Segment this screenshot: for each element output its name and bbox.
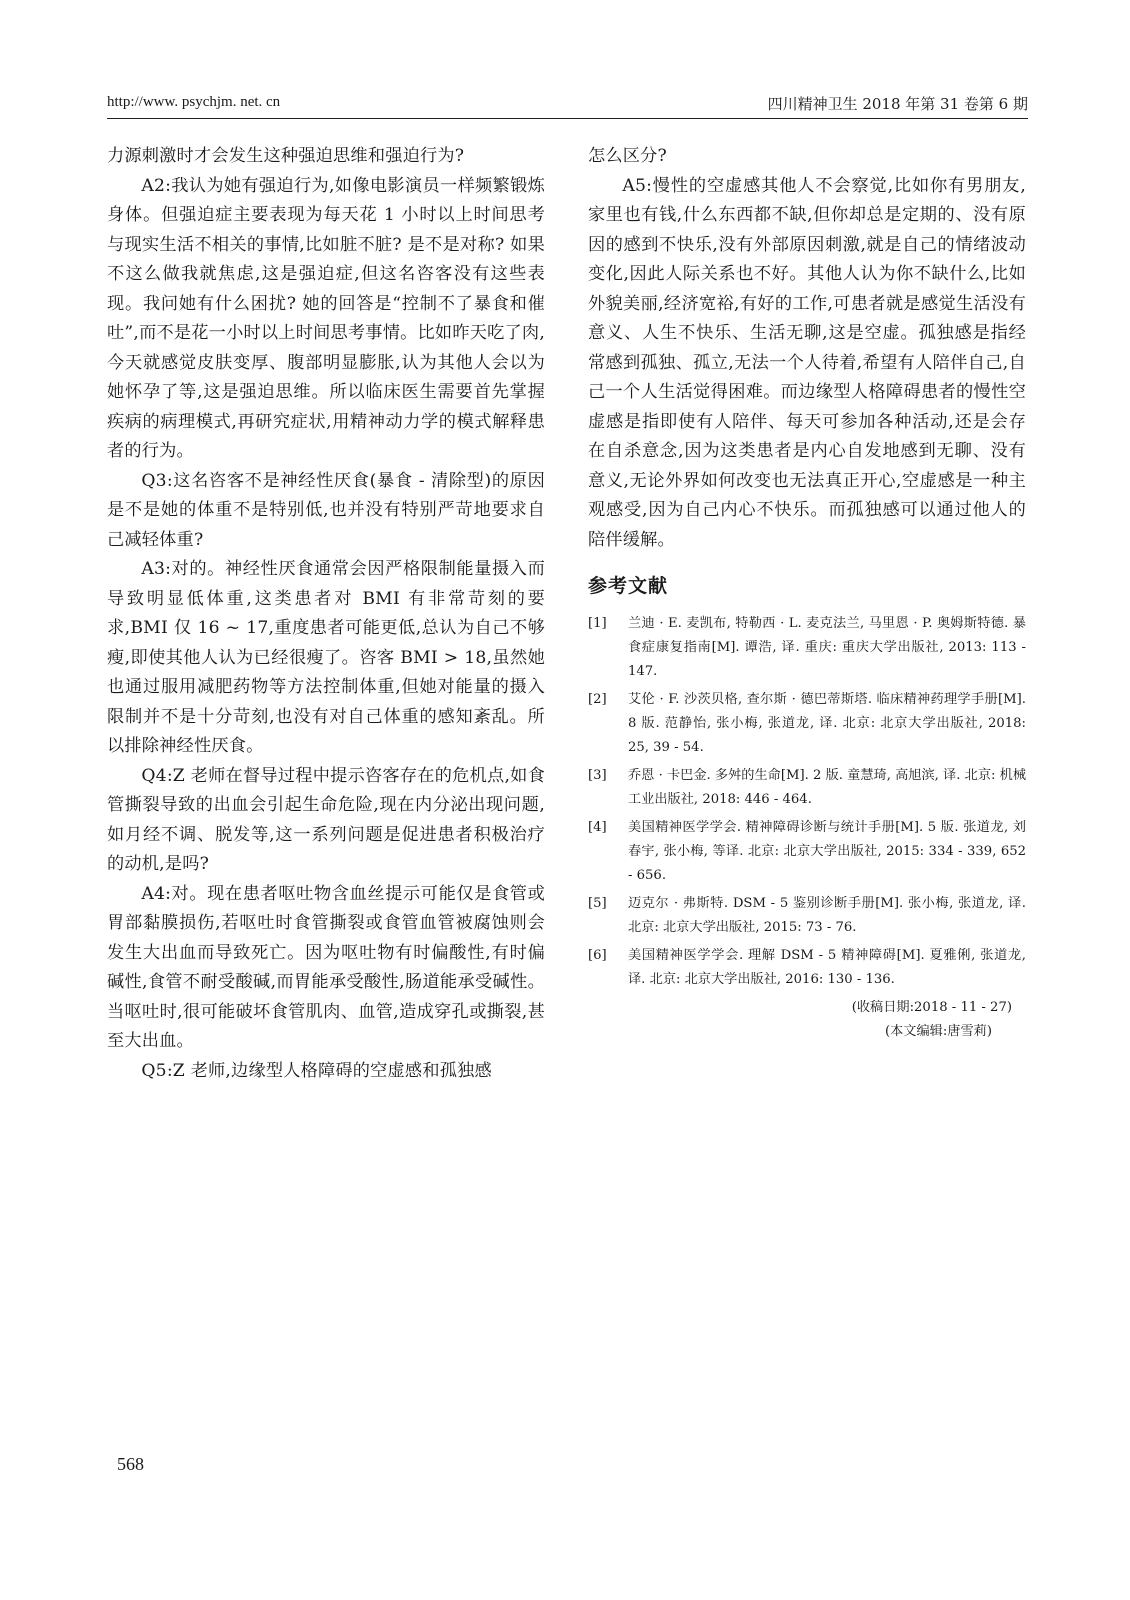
reference-number: [3] (588, 768, 607, 783)
reference-number: [1] (588, 616, 607, 631)
reference-number: [2] (588, 692, 607, 707)
editor-note: (本文编辑:唐雪莉) (884, 1024, 992, 1039)
journal-url: http://www. psychjm. net. cn (107, 94, 281, 110)
answer-a4: A4:对。现在患者呕吐物含血丝提示可能仅是食管或胃部黏膜损伤,若呕吐时食管撕裂或食管血管被腐蚀则会发生大出血而导致死亡。因为呕吐物有时偏酸性,有时偏碱性,食管不耐受酸碱,而胃能承受酸性,肠道能承受碱性。当呕吐时,很可能破坏食管肌肉、血管,造成穿孔或撕裂,甚至大出血。 (107, 883, 545, 1051)
reference-item (588, 892, 1026, 940)
reference-list (588, 612, 1026, 992)
paragraph: 力源刺激时才会发生这种强迫思维和强迫行为? (107, 146, 465, 166)
references-heading: 参考文献 (588, 575, 669, 597)
reference-text: 乔恩 · 卡巴金. 多舛的生命[M]. 2 版. 童慧琦, 高旭滨, 译. 北京: 机械工业出版社, 2018: 446 - 464. (628, 768, 1027, 807)
reference-number: [6] (588, 948, 607, 963)
answer-a2: A2:我认为她有强迫行为,如像电影演员一样频繁锻炼身体。但强迫症主要表现为每天花 1 小时以上时间思考与现实生活不相关的事情,比如脏不脏? 是不是对称? 如果不这么做我就焦虑,这是强迫症,但这名咨客没有这些表现。我问她有什么困扰? 她的回答是“控制不了暴食和催吐”,而不是花一小时以上时间思考事情。比如昨天吃了肉,今天就感觉皮肤变厚、腹部明显膨胀,认为其他人会以为她怀孕了等,这是强迫思维。所以临床医生需要首先掌握疾病的病理模式,再研究症状,用精神动力学的模式解释患者的行为。 (107, 175, 545, 461)
answer-a3: A3:对的。神经性厌食通常会因严格限制能量摄入而导致明显低体重,这类患者对 BMI 有非常苛刻的要求,BMI 仅 16 ~ 17,重度患者可能更低,总认为自己不够瘦,即使其他人认为已经很瘦了。咨客 BMI > 18,虽然她也通过服用减肥药物等方法控制体重,但她对能量的摄入限制并不是十分苛刻,也没有对自己体重的感知紊乱。所以排除神经性厌食。 (107, 559, 545, 756)
reference-text: 迈克尔 · 弗斯特. DSM - 5 鉴别诊断手册[M]. 张小梅, 张道龙, 译. 北京: 北京大学出版社, 2015: 73 - 76. (628, 896, 1026, 935)
left-column (107, 142, 545, 1086)
reference-number: [5] (588, 896, 607, 911)
page-number: 568 (117, 1454, 144, 1474)
reference-item (588, 612, 1026, 684)
reference-item (588, 944, 1026, 992)
right-column (588, 142, 1026, 1044)
reference-text: 兰迪 · E. 麦凯布, 特勒西 · L. 麦克法兰, 马里恩 · P. 奥姆斯特德. 暴食症康复指南[M]. 谭浩, 译. 重庆: 重庆大学出版社, 2013: 113 - 147. (628, 616, 1026, 679)
reference-text: 艾伦 · F. 沙茨贝格, 查尔斯 · 德巴蒂斯塔. 临床精神药理学手册[M]. 8 版. 范静怡, 张小梅, 张道龙, 译. 北京: 北京大学出版社, 2018: 25, 39 - 54. (628, 692, 1026, 755)
answer-a5: A5:慢性的空虚感其他人不会察觉,比如你有男朋友,家里也有钱,什么东西都不缺,但你却总是定期的、没有原因的感到不快乐,没有外部原因刺激,就是自己的情绪波动变化,因此人际关系也不好。其他人认为你不缺什么,比如外貌美丽,经济宽裕,有好的工作,可患者就是感觉生活没有意义、人生不快乐、生活无聊,这是空虚。孤独感是指经常感到孤独、孤立,无法一个人待着,希望有人陪伴自己,自己一个人生活觉得困难。而边缘型人格障碍患者的慢性空虚感是指即使有人陪伴、每天可参加各种活动,还是会存在自杀意念,因为这类患者是内心自发地感到无聊、没有意义,无论外界如何改变也无法真正开心,空虚感是一种主观感受,因为自己内心不快乐。而孤独感可以通过他人的陪伴缓解。 (588, 175, 1026, 550)
paragraph: 怎么区分? (588, 146, 667, 166)
journal-issue: 四川精神卫生 2018 年第 31 卷第 6 期 (767, 95, 1028, 113)
reference-item (588, 816, 1026, 888)
reference-item (588, 688, 1026, 760)
question-q4: Q4:Z 老师在督导过程中提示咨客存在的危机点,如食管撕裂导致的出血会引起生命危险,现在内分泌出现问题,如月经不调、脱发等,这一系列问题是促进患者积极治疗的动机,是吗? (107, 765, 545, 874)
reference-item (588, 764, 1026, 812)
reference-text: 美国精神医学学会. 理解 DSM - 5 精神障碍[M]. 夏雅俐, 张道龙, 译. 北京: 北京大学出版社, 2016: 130 - 136. (628, 948, 1026, 987)
question-q3: Q3:这名咨客不是神经性厌食(暴食 - 清除型)的原因是不是她的体重不是特别低,也并没有特别严苛地要求自己减轻体重? (107, 470, 545, 550)
reference-number: [4] (588, 820, 607, 835)
received-date: (收稿日期:2018 - 11 - 27) (851, 1000, 1012, 1015)
question-q5: Q5:Z 老师,边缘型人格障碍的空虚感和孤独感 (141, 1060, 492, 1081)
running-header (107, 92, 1028, 119)
reference-text: 美国精神医学学会. 精神障碍诊断与统计手册[M]. 5 版. 张道龙, 刘春宇, 张小梅, 等译. 北京: 北京大学出版社, 2015: 334 - 339, 652 - 656. (628, 820, 1026, 883)
